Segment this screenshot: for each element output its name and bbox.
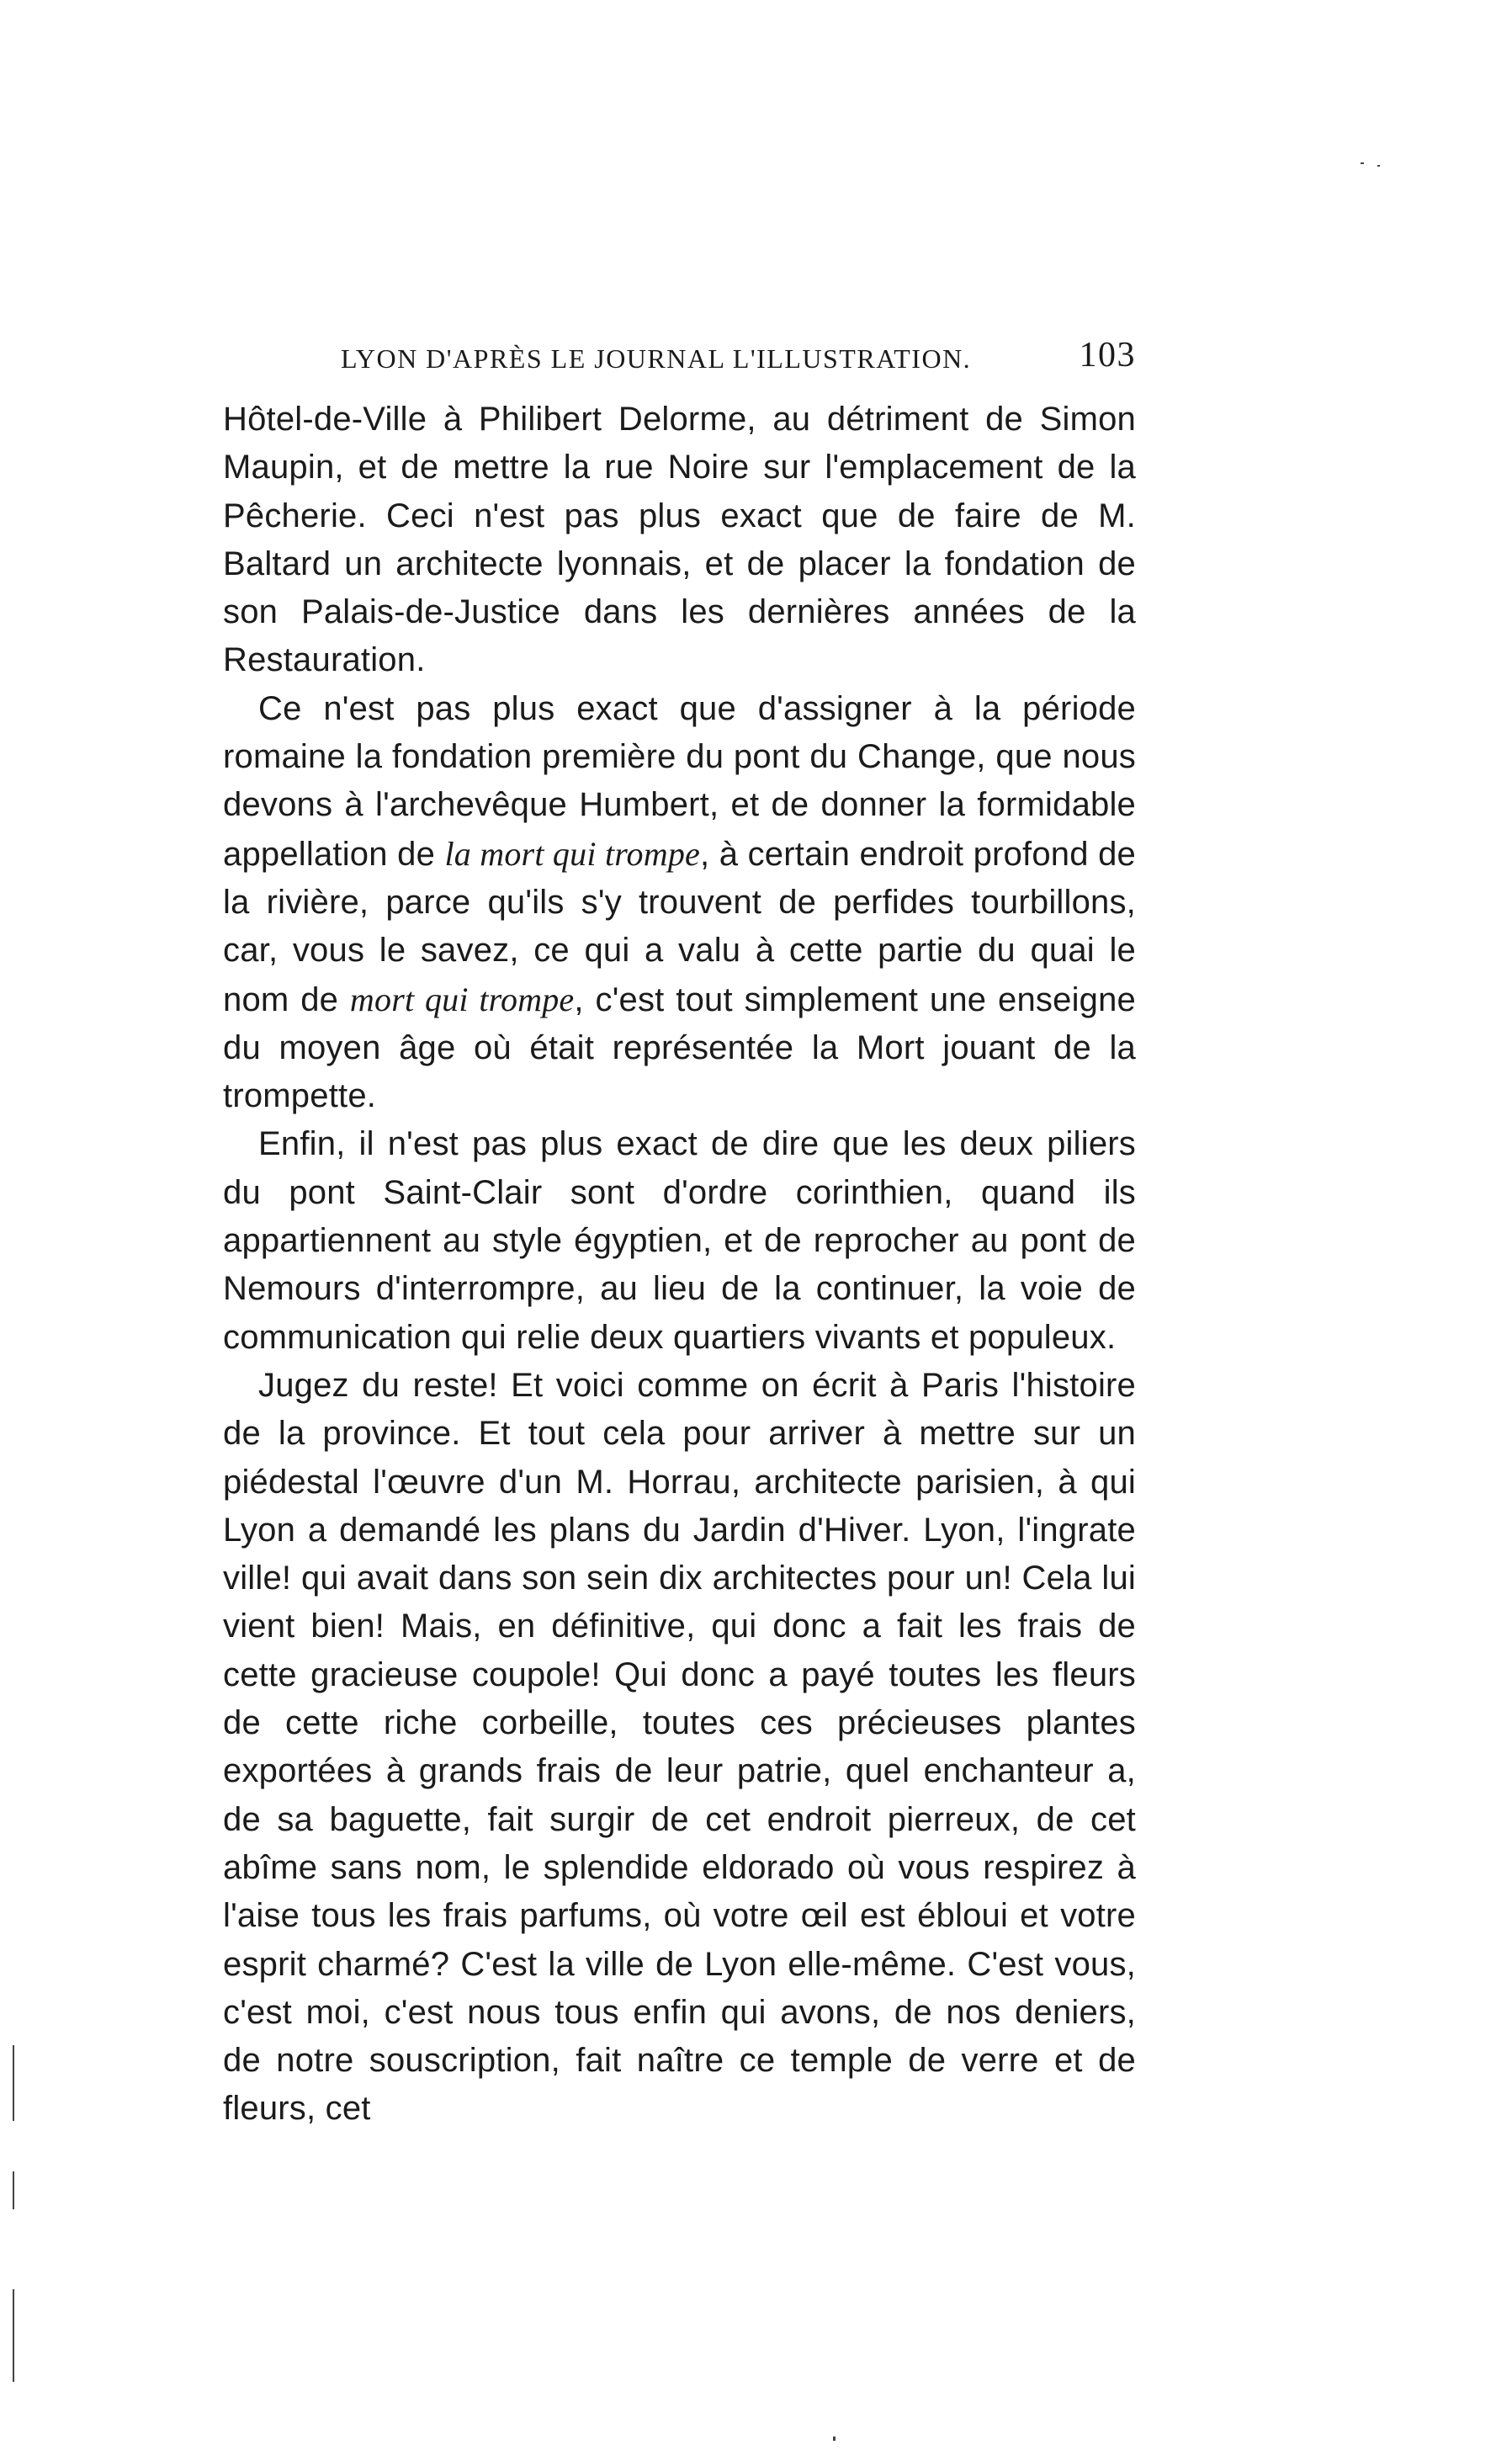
scan-speck <box>13 2289 14 2382</box>
text-run: Jugez du reste! Et voici comme on écrit à Paris l'histoire de la province. Et tout cela pour arriver à mettre sur un piédestal l'œuvre d'un M. Horrau, architecte parisien, à qui Lyon a demandé les plans du Jardin d'Hiver. Lyon, l'ingrate ville! qui avait dans son sein dix architectes pour un! Cela lui vient bien! Mais, en définitive, qui donc a fait les frais de cette gracieuse coupole! Qui donc a payé toutes les fleurs de cette riche corbeille, toutes ces précieuses plantes exportées à grands frais de leur patrie, quel enchanteur a, de sa baguette, fait surgir de cet endroit pierreux, de cet abîme sans nom, le splendide eldorado où vous respirez à l'aise tous les frais parfums, où votre œil est ébloui et votre esprit charmé? C'est la ville de Lyon elle-même. C'est vous, c'est moi, c'est nous tous enfin qui avons, de nos deniers, de notre souscription, fait naître ce temple de verre et de fleurs, cet <box>223 1366 1136 2128</box>
page-header <box>341 335 1136 385</box>
text-run: Enfin, il n'est pas plus exact de dire que les deux piliers du pont Saint-Clair sont d'ordre corinthien, quand ils appartiennent au style égyptien, et de reprocher au pont de Nemours d'interrompre, au lieu de la continuer, la voie de communication qui relie deux quartiers vivants et populeux. <box>223 1125 1136 1356</box>
paragraph-2 <box>223 685 1136 1121</box>
scan-speck <box>833 2437 836 2441</box>
scan-speck <box>1361 162 1364 164</box>
paragraph-1 <box>223 396 1136 685</box>
scan-speck <box>13 2171 14 2209</box>
text-run: , c'est tout simplement une enseigne du moyen âge où était représentée la Mort jouant de la trompette. <box>223 981 1137 1115</box>
page-number: 103 <box>1079 336 1136 375</box>
text-run: Ce n'est pas plus exact que d'assigner à la période romaine la fondation première du pont du Change, que nous devons à l'archevêque Humbert, et de donner la formidable appellation de <box>223 689 1136 873</box>
scan-speck <box>1377 165 1380 167</box>
paragraph-4 <box>223 1362 1136 2134</box>
text-run: , à certain endroit profond de la rivière, parce qu'ils s'y trouvent de perfides tourbillons, car, vous le savez, ce qui a valu à cette partie du quai le nom de <box>223 835 1136 1018</box>
scan-speck <box>13 2045 14 2121</box>
italic-phrase: la mort qui trompe <box>444 834 700 873</box>
running-title: LYON D'APRÈS LE JOURNAL L'ILLUSTRATION. <box>341 343 972 374</box>
body-text <box>223 396 1136 2134</box>
text-run: Hôtel-de-Ville à Philibert Delorme, au détriment de Simon Maupin, et de mettre la rue Noire sur l'emplacement de la Pêcherie. Ceci n'est pas plus exact que de faire de M. Baltard un architecte lyonnais, et de placer la fondation de son Palais-de-Justice dans les dernières années de la Restauration. <box>223 401 1136 679</box>
italic-phrase: mort qui trompe <box>349 980 575 1018</box>
paragraph-3 <box>223 1120 1136 1361</box>
